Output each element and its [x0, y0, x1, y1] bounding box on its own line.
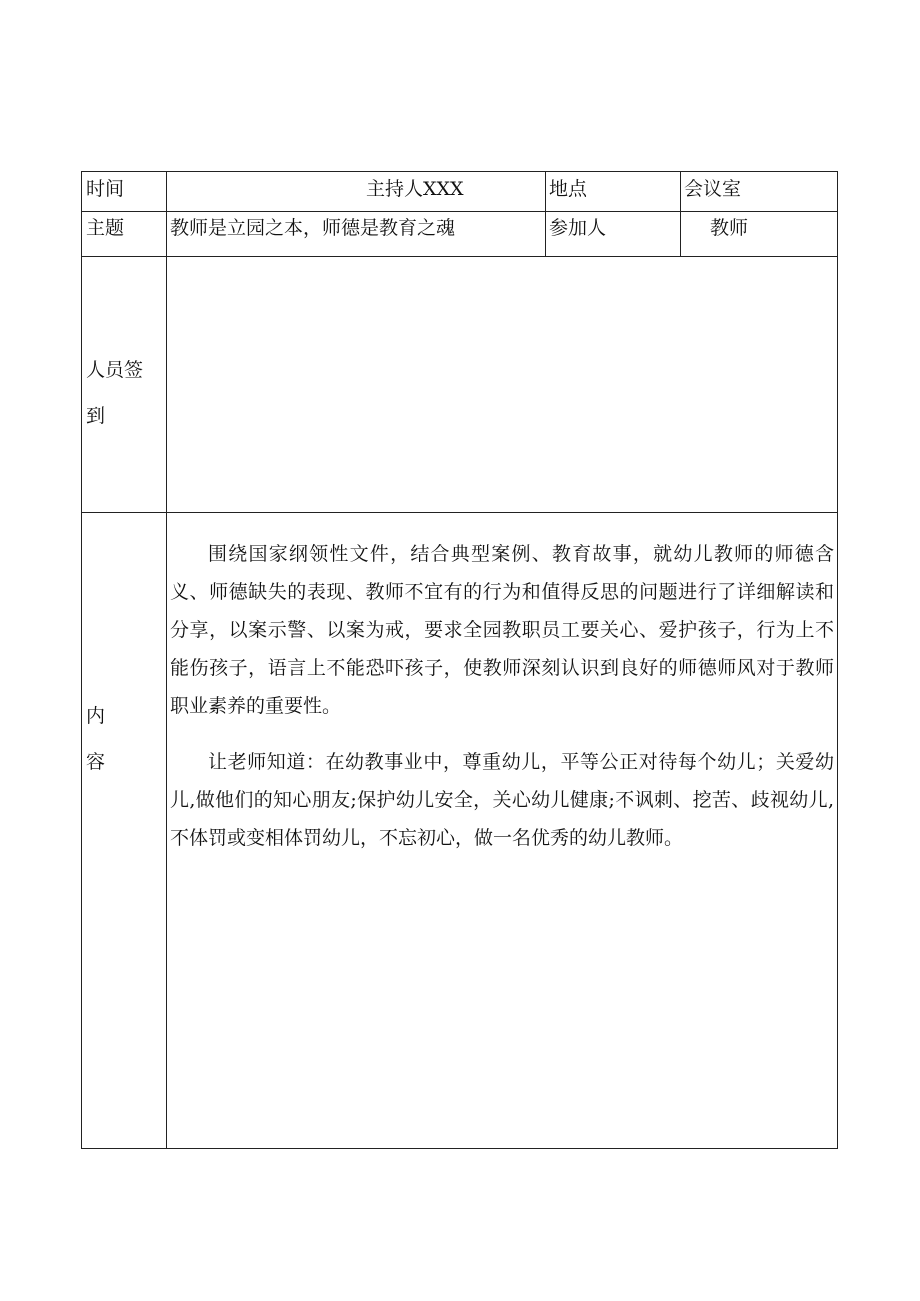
signin-label-line1: 人员签 — [86, 359, 144, 381]
value-column-divider — [680, 172, 681, 256]
topic-label: 主题 — [86, 217, 125, 239]
content-body — [170, 535, 834, 857]
content-label-line2: 容 — [86, 751, 106, 773]
content-paragraph-1: 围绕国家纲领性文件，结合典型案例、教育故事，就幼儿教师的师德含义、师德缺失的表现、教师不宜有的行为和值得反思的问题进行了详细解读和分享，以案示警、以案为戒，要求全园教职员工要关心、爱护孩子，行为上不能伤孩子，语言上不能恐吓孩子，使教师深刻认识到良好的师德师风对于教师职业素养的重要性。 — [170, 543, 834, 717]
row-divider-1 — [82, 211, 837, 212]
time-label: 时间 — [86, 178, 125, 200]
signin-area[interactable] — [167, 257, 837, 512]
place-column-divider — [545, 172, 546, 256]
signin-label-line2: 到 — [86, 405, 106, 427]
participants-label: 参加人 — [549, 217, 607, 239]
meeting-record-table — [81, 171, 838, 1149]
participants-value: 教师 — [710, 217, 749, 239]
content-paragraph-2: 让老师知道：在幼教事业中，尊重幼儿，平等公正对待每个幼儿；关爱幼儿,做他们的知心朋友;保护幼儿安全，关心幼儿健康;不讽刺、挖苦、歧视幼儿,不体罚或变相体罚幼儿，不忘初心，做一名优秀的幼儿教师。 — [170, 751, 834, 849]
host-value: 主持人XXX — [366, 178, 464, 200]
place-label: 地点 — [549, 178, 588, 200]
content-label-line1: 内 — [86, 705, 106, 727]
row-divider-3 — [82, 512, 837, 513]
place-value: 会议室 — [684, 178, 742, 200]
topic-value: 教师是立园之本，师德是教育之魂 — [170, 217, 456, 239]
